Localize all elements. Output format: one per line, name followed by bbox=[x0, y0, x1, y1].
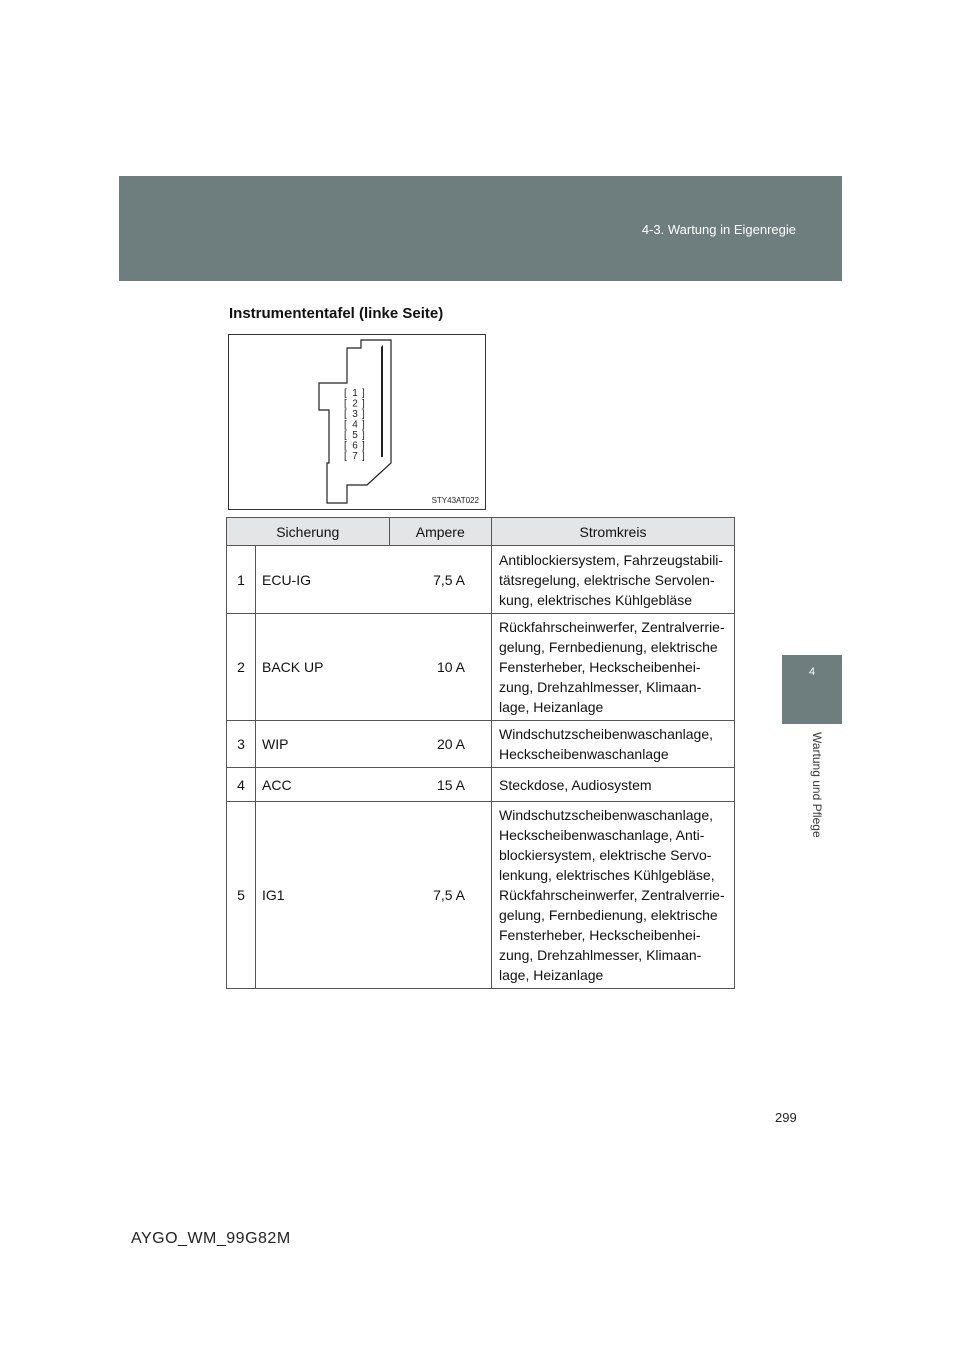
svg-text:[: [ bbox=[344, 451, 347, 462]
fuse-circuit bbox=[492, 546, 735, 614]
fuse-name: WIP bbox=[256, 721, 390, 768]
circuit-line: Steckdose, Audiosystem bbox=[499, 776, 652, 793]
fuse-box-illustration bbox=[229, 335, 485, 509]
circuit-line: kung, elektrisches Kühlgebläse bbox=[499, 591, 693, 608]
circuit-line: Rückfahrscheinwerfer, Zentralverrie- bbox=[499, 887, 725, 903]
svg-text:[: [ bbox=[344, 388, 347, 399]
svg-text:[: [ bbox=[344, 398, 347, 410]
chapter-tab-label: Wartung und Pflege bbox=[810, 732, 824, 838]
table-row bbox=[227, 768, 735, 802]
fuse-table-header-row bbox=[227, 518, 735, 546]
circuit-line: blockiersystem, elektrische Servo- bbox=[499, 847, 712, 863]
circuit-line: Heckscheibenwaschanlage bbox=[499, 746, 669, 762]
circuit-line: lage, Heizanlage bbox=[499, 967, 604, 983]
chapter-tab-number: 4 bbox=[808, 666, 816, 678]
fuse-slot-label: 3 bbox=[352, 409, 358, 420]
svg-text:]: ] bbox=[362, 409, 365, 420]
chapter-tab bbox=[782, 655, 842, 724]
header-ampere: Ampere bbox=[389, 518, 492, 546]
page-number: 299 bbox=[775, 1110, 797, 1125]
fuse-slot-label: 6 bbox=[352, 440, 358, 452]
circuit-line: Antiblockiersystem, Fahrzeugstabili- bbox=[499, 551, 724, 568]
circuit-line: gelung, Fernbedienung, elektrische bbox=[499, 639, 718, 655]
table-row bbox=[227, 802, 735, 989]
fuse-number: 1 bbox=[227, 546, 256, 614]
table-row bbox=[227, 721, 735, 768]
fuse-number: 3 bbox=[227, 721, 256, 768]
svg-text:]: ] bbox=[362, 419, 365, 431]
fuse-name: ACC bbox=[256, 768, 390, 802]
svg-text:]: ] bbox=[362, 451, 365, 462]
fuse-number: 5 bbox=[227, 802, 256, 989]
fuse-ampere: 15 A bbox=[389, 768, 492, 802]
fuse-ampere: 10 A bbox=[389, 614, 492, 721]
section-title: 4-3. Wartung in Eigenregie bbox=[641, 222, 796, 237]
fuse-circuit bbox=[492, 768, 735, 802]
circuit-line: Heckscheibenwaschanlage, Anti- bbox=[499, 827, 705, 843]
fuse-ampere: 7,5 A bbox=[389, 802, 492, 989]
svg-text:[: [ bbox=[344, 419, 347, 431]
svg-text:]: ] bbox=[362, 430, 365, 441]
fuse-ampere: 7,5 A bbox=[389, 546, 492, 614]
svg-text:]: ] bbox=[362, 440, 365, 452]
fuse-circuit bbox=[492, 802, 735, 989]
fuse-table-body bbox=[227, 546, 735, 989]
header-fuse: Sicherung bbox=[227, 518, 390, 546]
fuse-ampere: 20 A bbox=[389, 721, 492, 768]
svg-text:[: [ bbox=[344, 440, 347, 452]
diagram-code: STY43AT022 bbox=[431, 496, 479, 505]
circuit-line: lenkung, elektrisches Kühlgebläse, bbox=[499, 867, 715, 883]
fuse-circuit bbox=[492, 614, 735, 721]
svg-text:]: ] bbox=[362, 398, 365, 410]
table-row bbox=[227, 546, 735, 614]
svg-text:[: [ bbox=[344, 409, 347, 420]
circuit-line: Fensterheber, Heckscheibenhei- bbox=[499, 659, 701, 675]
chapter-header-band bbox=[119, 176, 842, 281]
fuse-number: 4 bbox=[227, 768, 256, 802]
table-row bbox=[227, 614, 735, 721]
circuit-line: gelung, Fernbedienung, elektrische bbox=[499, 907, 718, 923]
document-code: AYGO_WM_99G82M bbox=[131, 1230, 291, 1247]
fuse-name: IG1 bbox=[256, 802, 390, 989]
svg-text:]: ] bbox=[362, 388, 365, 399]
fuse-table bbox=[226, 517, 735, 989]
circuit-line: Rückfahrscheinwerfer, Zentralverrie- bbox=[499, 619, 725, 635]
fuse-name: ECU-IG bbox=[256, 546, 390, 614]
circuit-line: lage, Heizanlage bbox=[499, 699, 604, 715]
fuse-slot-label: 4 bbox=[352, 419, 358, 431]
fuse-number: 2 bbox=[227, 614, 256, 721]
page-subheading: Instrumententafel (linke Seite) bbox=[229, 305, 444, 322]
fuse-slot-label: 2 bbox=[352, 398, 358, 410]
circuit-line: zung, Drehzahlmesser, Klimaan- bbox=[499, 947, 702, 963]
circuit-line: zung, Drehzahlmesser, Klimaan- bbox=[499, 679, 702, 695]
svg-text:[: [ bbox=[344, 430, 347, 441]
circuit-line: Windschutzscheibenwaschanlage, bbox=[499, 726, 714, 742]
circuit-line: tätsregelung, elektrische Servolen- bbox=[499, 571, 715, 588]
fuse-slot-label: 1 bbox=[352, 388, 358, 399]
fuse-slot-label: 5 bbox=[352, 430, 358, 441]
circuit-line: Fensterheber, Heckscheibenhei- bbox=[499, 927, 701, 943]
header-circuit: Stromkreis bbox=[492, 518, 735, 546]
fuse-box-diagram bbox=[228, 334, 486, 510]
fuse-slot-label: 7 bbox=[352, 451, 358, 462]
fuse-circuit bbox=[492, 721, 735, 768]
fuse-name: BACK UP bbox=[256, 614, 390, 721]
circuit-line: Windschutzscheibenwaschanlage, bbox=[499, 807, 714, 823]
